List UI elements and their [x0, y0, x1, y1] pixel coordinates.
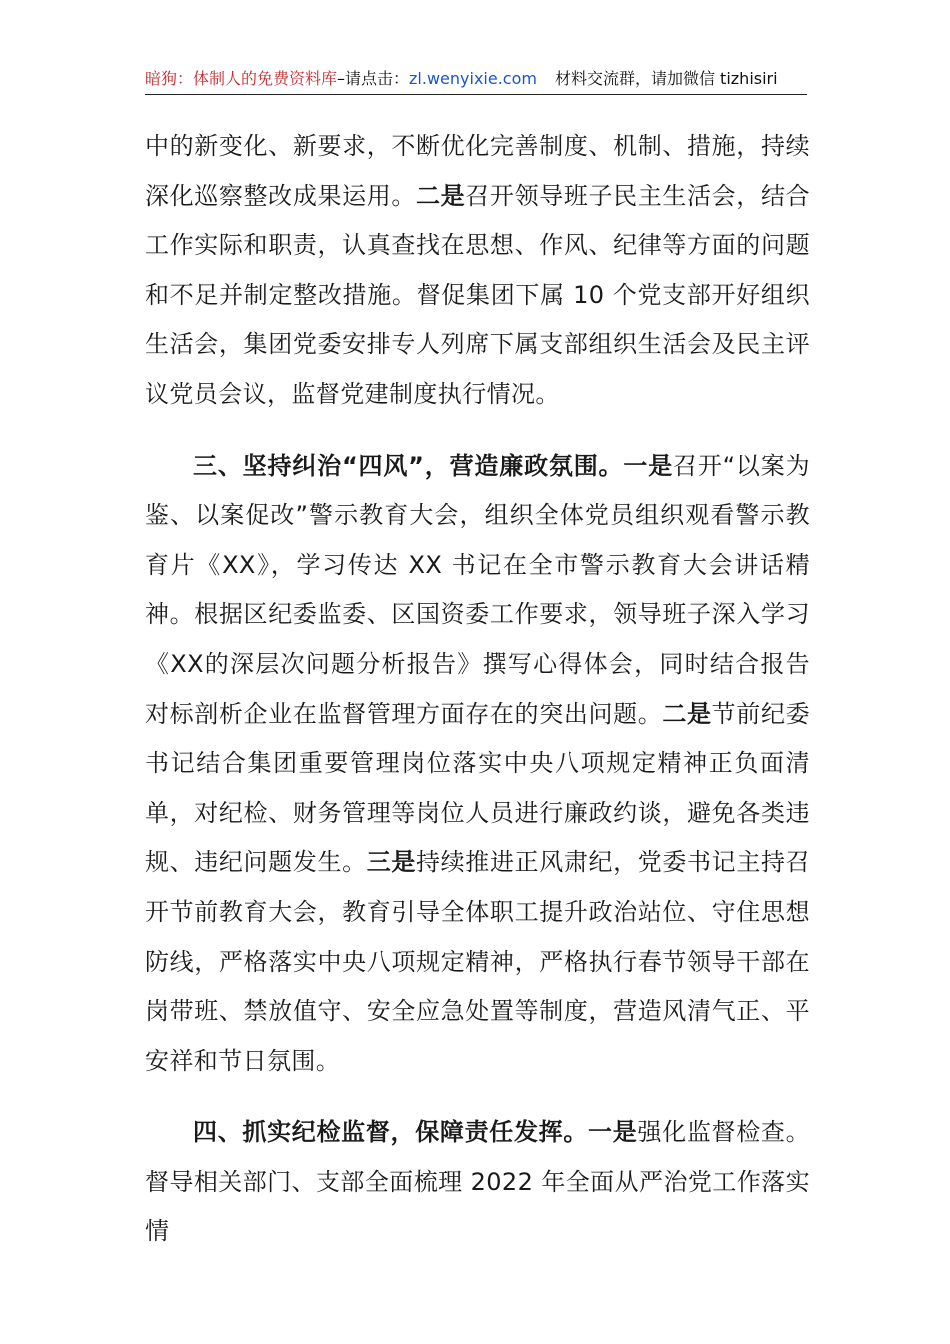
header-site-title: 暗狗：体制人的免费资料库	[145, 69, 338, 88]
document-body	[145, 122, 810, 1257]
header-click-prefix: –请点击：	[337, 69, 410, 88]
header-link[interactable]: zl.wenyixie.com	[409, 69, 537, 88]
paragraph-emphasis: 二是	[662, 699, 712, 728]
page-header	[145, 64, 807, 95]
paragraph-text: 节前纪委书记结合集团重要管理岗位落实中央八项规定精神正负面清单，对纪检、财务管理等岗位人员进行廉政约谈，避免各类违规、违纪问题发生。	[145, 699, 810, 877]
paragraph-text: 强化监督检查。督导相关部门、支部全面梳理 2022 年全面从严治党工作落实情	[145, 1118, 810, 1246]
section-heading: 四、抓实纪检监督，保障责任发挥。	[193, 1118, 589, 1147]
header-contact-text: 材料交流群，请加微信 tizhisiri	[554, 69, 778, 88]
paragraph-emphasis: 二是	[416, 181, 466, 210]
paragraph-text: 中的新变化、新要求，不断优化完善制度、机制、措施，持续深化巡察整改成果运用。	[145, 132, 810, 210]
paragraph-text: 持续推进正风肃纪，党委书记主持召开节前教育大会，教育引导全体职工提升政治站位、守住思想防线，严格落实中央八项规定精神，严格执行春节领导干部在岗带班、禁放值守、安全应急处置等制度，营造风清气正、平安祥和节日氛围。	[145, 848, 810, 1075]
paragraph-continued	[145, 122, 810, 420]
paragraph-emphasis: 三是	[366, 848, 417, 877]
paragraph-emphasis: 一是	[588, 1118, 638, 1147]
paragraph-emphasis: 一是	[623, 451, 674, 480]
paragraph-text: 召开“以案为鉴、以案促改”警示教育大会，组织全体党员组织观看警示教育片《XX》，学习传达 XX 书记在全市警示教育大会讲话精神。根据区纪委监委、区国资委工作要求，领导班子深入学习《XX的深层次问题分析报告》撰写心得体会，同时结合报告对标剖析企业在监督管理方面存在的突出问题。	[145, 451, 810, 728]
paragraph-text: 召开领导班子民主生活会，结合工作实际和职责，认真查找在思想、作风、纪律等方面的问题和不足并制定整改措施。督促集团下属 10 个党支部开好组织生活会，集团党委安排专人列席下属支部组织生活会及民主评议党员会议，监督党建制度执行情况。	[145, 181, 810, 408]
paragraph-section-4	[145, 1108, 810, 1257]
section-heading: 三、坚持纠治“四风”，营造廉政氛围。	[193, 451, 624, 480]
paragraph-section-3	[145, 442, 810, 1087]
